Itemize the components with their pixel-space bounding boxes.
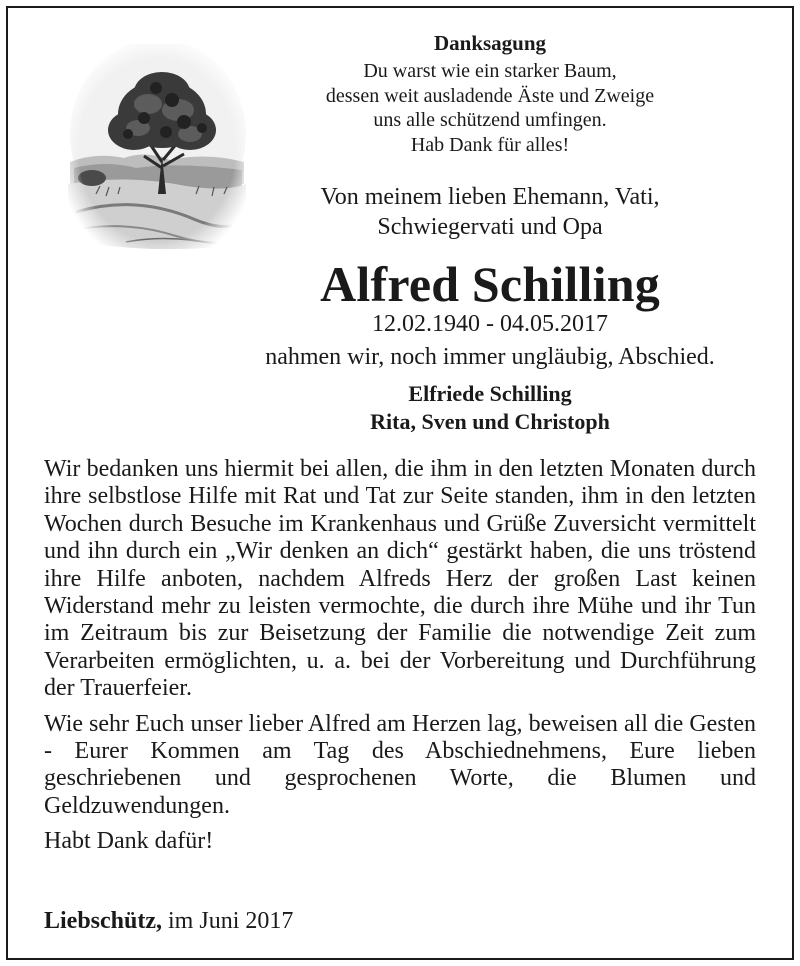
- tree-illustration-icon: [66, 44, 248, 256]
- signer-line: Elfriede Schilling: [408, 381, 572, 406]
- poem-line: Hab Dank für alles!: [410, 133, 570, 156]
- poem-line: dessen weit ausladende Äste und Zweige: [325, 84, 655, 107]
- thanks-paragraph: Wir bedanken uns hiermit bei allen, die ihm in den letzten Monaten durch ihre selbstlose Hilfe mit Rat und Tat zur Seite standen, ihm in den letzten Wochen durch Besuche im Krankenhaus und Grüße Zuversicht vermittelt und ihn durch ein „Wir denken an dich“ gestärkt haben, die uns tröstend ihre Hilfe anboten, nachdem Alfreds Herz der großen Last keinen Widerstand mehr zu leisten vermochte, die durch ihre Mühe und ihr Tun im Zeitraum bis zur Beisetzung der Familie die notwendige Zeit zum Verarbeiten ermöglichten, u. a. bei der Vorbereitung und Durchführung der Trauerfeier.: [44, 456, 756, 702]
- signer-line: Rita, Sven und Christoph: [370, 409, 610, 434]
- thanks-body: [44, 456, 756, 864]
- closing-line: Habt Dank dafür!: [44, 828, 214, 855]
- place-name: Liebschütz,: [44, 908, 163, 934]
- farewell-line: nahmen wir, noch immer ungläubig, Abschied.: [265, 344, 715, 370]
- header-block: [270, 30, 710, 157]
- signers: [210, 380, 770, 436]
- intro-line: Schwiegervati und Opa: [377, 214, 603, 240]
- life-dates: 12.02.1940 - 04.05.2017: [372, 311, 608, 337]
- notice-title: Danksagung: [433, 31, 547, 55]
- intro-line: Von meinem lieben Ehemann, Vati,: [320, 184, 660, 210]
- poem: [270, 59, 710, 157]
- deceased-name: Alfred Schilling: [320, 256, 660, 312]
- place-date: [44, 906, 293, 936]
- poem-line: uns alle schützend umfingen.: [373, 109, 607, 131]
- date-text: im Juni 2017: [168, 908, 294, 934]
- thanks-paragraph: Wie sehr Euch unser lieber Alfred am Herzen lag, beweisen all die Gesten - Eurer Kommen am Tag des Abschiednehmens, Eure lieben geschriebenen und gesprochenen Worte, die Blumen und Geldzuwendungen.: [44, 710, 756, 819]
- intro-text: [250, 182, 730, 242]
- poem-line: Du warst wie ein starker Baum,: [363, 60, 617, 82]
